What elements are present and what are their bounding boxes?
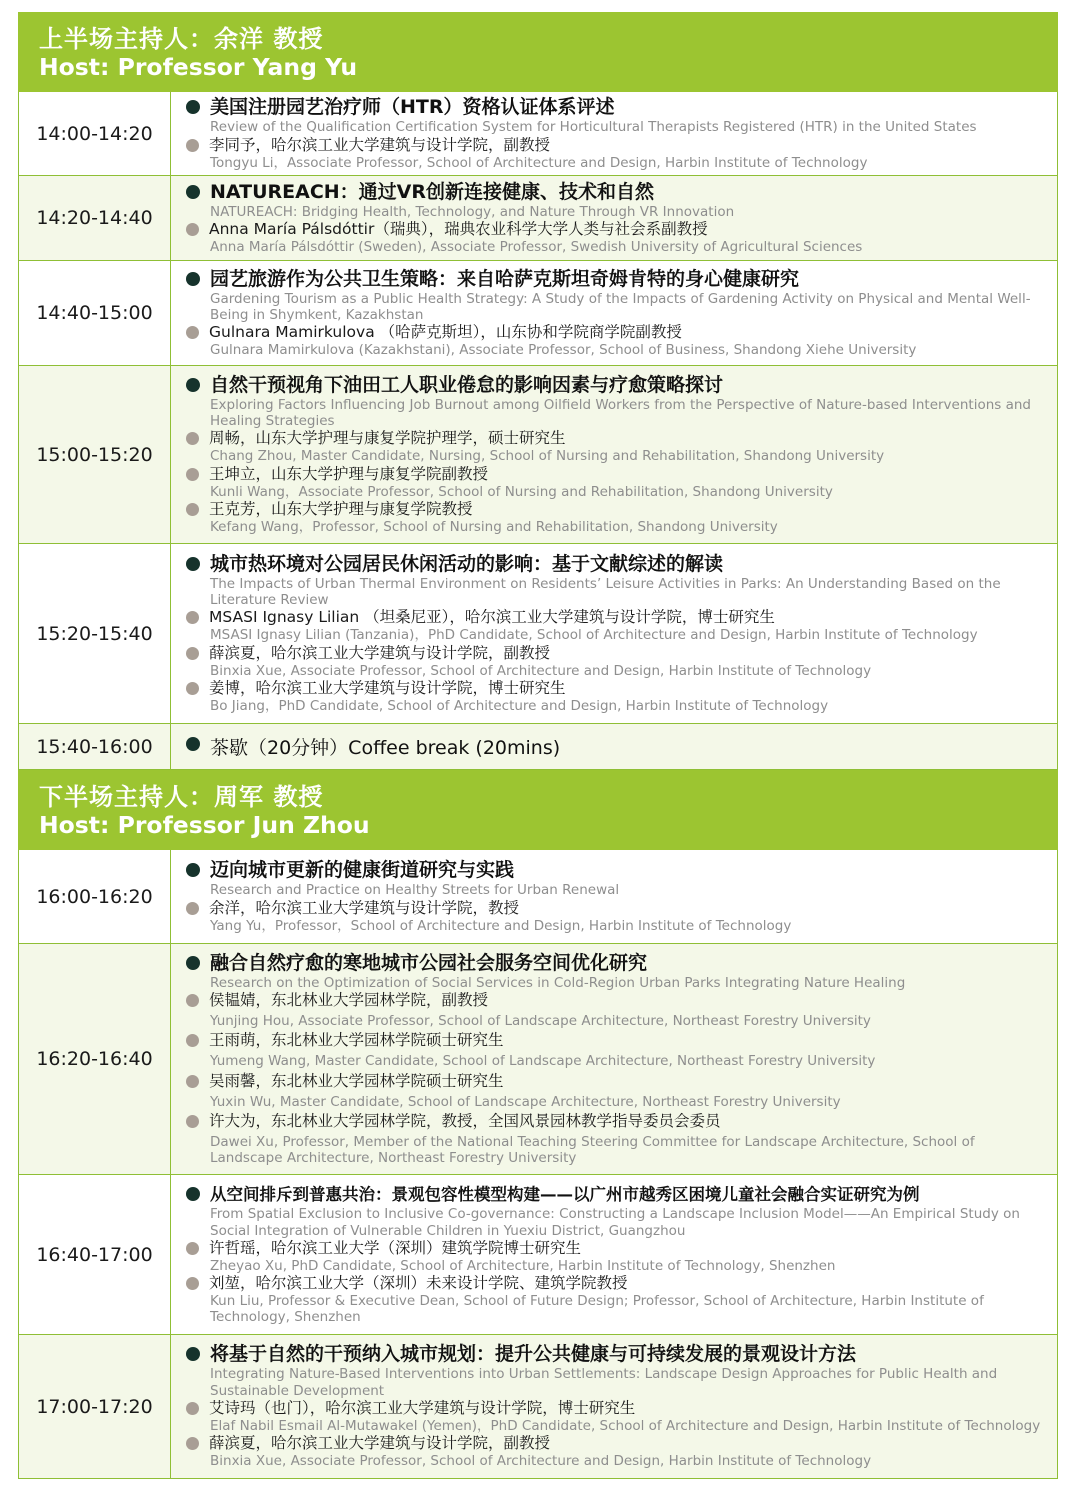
session-row — [18, 1175, 1058, 1335]
speaker-bullet-icon — [186, 139, 199, 152]
speaker-en: Yumeng Wang, Master Candidate, School of Landscape Architecture, Northeast Forestry University — [210, 1053, 876, 1070]
bullet-icon — [186, 378, 200, 392]
session-row — [18, 944, 1058, 1175]
speaker-en: Dawei Xu, Professor, Member of the National Teaching Steering Committee for Landscape Architecture, School of Landscape Architecture, Northeast Forestry University — [210, 1133, 975, 1167]
session-title-en: NATUREACH: Bridging Health, Technology, and Nature Through VR Innovation — [210, 203, 735, 220]
session-content — [171, 261, 1057, 365]
session-title-en: Review of the Qualification Certification System for Horticultural Therapists Registered (HTR) in the United States — [210, 119, 977, 136]
session-content — [171, 850, 1057, 943]
speaker-en: Elaf Nabil Esmail Al-Mutawakel (Yemen)，PhD Candidate, School of Architecture and Design, Harbin Institute of Technology — [210, 1418, 1041, 1434]
bullet-icon — [186, 1187, 200, 1201]
bullet-icon — [186, 737, 200, 751]
session-time: 16:40-17:00 — [19, 1175, 171, 1334]
speaker-en: Zheyao Xu, PhD Candidate, School of Architecture, Harbin Institute of Technology, Shenzhen — [210, 1257, 836, 1274]
speaker-en: Yang Yu，Professor，School of Architecture and Design, Harbin Institute of Technology — [210, 917, 792, 934]
break-time: 15:40-16:00 — [19, 724, 171, 769]
session-time: 14:20-14:40 — [19, 176, 171, 260]
session-title: 园艺旅游作为公共卫生策略：来自哈萨克斯坦奇姆肯特的身心健康研究 — [210, 267, 800, 290]
bullet-icon — [186, 272, 200, 286]
session-title: 自然干预视角下油田工人职业倦怠的影响因素与疗愈策略探讨 — [210, 373, 724, 396]
session-content — [171, 366, 1057, 543]
speaker-zh: 姜博，哈尔滨工业大学建筑与设计学院，博士研究生 — [209, 678, 566, 697]
speaker-bullet-icon — [186, 1034, 199, 1047]
speaker-en: Kunli Wang，Associate Professor, School of Nursing and Rehabilitation, Shandong University — [210, 483, 833, 500]
schedule — [18, 12, 1058, 1479]
session-title-en: The Impacts of Urban Thermal Environment on Residents’ Leisure Activities in Parks: An Understanding Based on the Literature Review — [210, 575, 1001, 609]
speaker-en: Kun Liu, Professor & Executive Dean, School of Future Design; Professor, School of Architecture, Harbin Institute of Technology, Shenzhen — [210, 1293, 984, 1326]
session-time: 14:40-15:00 — [19, 261, 171, 365]
session-title-en: Research on the Optimization of Social Services in Cold-Region Urban Parks Integrating Nature Healing — [210, 974, 906, 991]
session-title-en: Gardening Tourism as a Public Health Strategy: A Study of the Impacts of Gardening Activity on Physical and Mental Well-Being in Shymkent, Kazakhstan — [210, 290, 1031, 323]
bullet-icon — [186, 100, 200, 114]
speaker-bullet-icon — [186, 503, 199, 516]
session-content — [171, 1335, 1057, 1478]
speaker-zh: 余洋，哈尔滨工业大学建筑与设计学院，教授 — [209, 898, 520, 917]
speaker-bullet-icon — [186, 1115, 199, 1128]
bullet-icon — [186, 185, 200, 199]
speaker-zh: 许大为，东北林业大学园林学院，教授，全国风景园林教学指导委员会委员 — [209, 1111, 721, 1130]
speaker-bullet-icon — [186, 1075, 199, 1088]
speaker-bullet-icon — [186, 326, 199, 339]
speaker-bullet-icon — [186, 223, 199, 236]
speaker-zh: 王坤立，山东大学护理与康复学院副教授 — [209, 464, 489, 483]
session-time: 16:20-16:40 — [19, 944, 171, 1174]
host-banner-first-half — [18, 12, 1058, 92]
bullet-icon — [186, 863, 200, 877]
host-title-zh: 下半场主持人：周军 教授 — [39, 783, 324, 811]
session-content — [171, 1175, 1057, 1334]
speaker-zh: 艾诗玛（也门），哈尔滨工业大学建筑与设计学院，博士研究生 — [209, 1399, 636, 1417]
bullet-icon — [186, 956, 200, 970]
session-title: 美国注册园艺治疗师（HTR）资格认证体系评述 — [210, 96, 615, 119]
session-title: 从空间排斥到普惠共治：景观包容性模型构建——以广州市越秀区困境儿童社会融合实证研究为例 — [210, 1185, 920, 1205]
speaker-en: Yunjing Hou, Associate Professor, School of Landscape Architecture, Northeast Forestry University — [210, 1012, 871, 1029]
session-title: 城市热环境对公园居民休闲活动的影响：基于文献综述的解读 — [210, 552, 724, 575]
speaker-zh: 刘堃，哈尔滨工业大学（深圳）未来设计学院、建筑学院教授 — [209, 1274, 628, 1293]
session-row — [18, 92, 1058, 176]
speaker-zh: 侯韫婧，东北林业大学园林学院，副教授 — [209, 990, 489, 1009]
speaker-bullet-icon — [186, 1277, 199, 1290]
speaker-zh: 王克芳，山东大学护理与康复学院教授 — [209, 499, 473, 518]
speaker-en: MSASI Ignasy Lilian (Tanzania)，PhD Candidate, School of Architecture and Design, Harbin Institute of Technology — [210, 627, 978, 644]
session-row — [18, 1335, 1058, 1479]
speaker-bullet-icon — [186, 994, 199, 1007]
session-content — [171, 944, 1057, 1174]
speaker-zh: 薛滨夏，哈尔滨工业大学建筑与设计学院，副教授 — [209, 643, 551, 662]
session-content — [171, 176, 1057, 260]
host-title-zh: 上半场主持人：余洋 教授 — [39, 25, 324, 53]
session-time: 15:00-15:20 — [19, 366, 171, 543]
speaker-bullet-icon — [186, 1437, 199, 1450]
session-row — [18, 176, 1058, 261]
speaker-bullet-icon — [186, 1402, 199, 1415]
session-time: 17:00-17:20 — [19, 1335, 171, 1478]
speaker-en: Kefang Wang，Professor, School of Nursing and Rehabilitation, Shandong University — [210, 518, 778, 535]
speaker-zh: 李同予，哈尔滨工业大学建筑与设计学院，副教授 — [209, 135, 551, 154]
session-time: 16:00-16:20 — [19, 850, 171, 943]
session-content — [171, 92, 1057, 175]
speaker-bullet-icon — [186, 682, 199, 695]
speaker-bullet-icon — [186, 902, 199, 915]
break-row — [18, 724, 1058, 770]
speaker-en: Tongyu Li，Associate Professor, School of Architecture and Design, Harbin Institute of Technology — [210, 154, 868, 171]
speaker-bullet-icon — [186, 611, 199, 624]
session-time: 15:20-15:40 — [19, 544, 171, 723]
session-title-en: From Spatial Exclusion to Inclusive Co-governance: Constructing a Landscape Inclusion Model——An Empirical Study on Social Integration of Vulnerable Children in Yuexiu District, Guangzhou — [210, 1206, 1020, 1239]
speaker-bullet-icon — [186, 432, 199, 445]
session-row — [18, 850, 1058, 944]
session-title: 将基于自然的干预纳入城市规划：提升公共健康与可持续发展的景观设计方法 — [210, 1343, 857, 1366]
speaker-bullet-icon — [186, 647, 199, 660]
session-content — [171, 544, 1057, 723]
host-title-en: Host: Professor Yang Yu — [39, 53, 358, 81]
speaker-en: Binxia Xue, Associate Professor, School of Architecture and Design, Harbin Institute of Technology — [210, 1453, 872, 1470]
speaker-en: Gulnara Mamirkulova (Kazakhstani), Associate Professor, School of Business, Shandong Xiehe University — [210, 342, 917, 359]
session-title-en: Integrating Nature-Based Interventions into Urban Settlements: Landscape Design Approaches for Public Health and Sustainable Development — [210, 1366, 998, 1399]
break-text: 茶歇（20分钟）Coffee break (20mins) — [210, 737, 561, 759]
speaker-bullet-icon — [186, 468, 199, 481]
speaker-zh: MSASI Ignasy Lilian （坦桑尼亚），哈尔滨工业大学建筑与设计学院，博士研究生 — [209, 608, 775, 627]
host-title-en: Host: Professor Jun Zhou — [39, 811, 370, 839]
bullet-icon — [186, 557, 200, 571]
session-title-en: Research and Practice on Healthy Streets for Urban Renewal — [210, 882, 620, 899]
speaker-zh: 吴雨馨，东北林业大学园林学院硕士研究生 — [209, 1071, 504, 1090]
session-title-en: Exploring Factors Influencing Job Burnout among Oilfield Workers from the Perspective of Nature-based Interventions and Healing Strategies — [210, 396, 1031, 430]
session-row — [18, 366, 1058, 544]
speaker-en: Anna María Pálsdóttir (Sweden), Associate Professor, Swedish University of Agricultural Sciences — [210, 239, 863, 255]
speaker-zh: Anna María Pálsdóttir（瑞典），瑞典农业科学大学人类与社会系副教授 — [209, 220, 708, 238]
speaker-en: Binxia Xue, Associate Professor, School of Architecture and Design, Harbin Institute of Technology — [210, 662, 872, 679]
break-content — [171, 724, 1057, 769]
session-title: NATUREACH：通过VR创新连接健康、技术和自然 — [210, 180, 655, 203]
speaker-zh: Gulnara Mamirkulova （哈萨克斯坦），山东协和学院商学院副教授 — [209, 323, 682, 342]
speaker-bullet-icon — [186, 1242, 199, 1255]
speaker-zh: 王雨萌，东北林业大学园林学院硕士研究生 — [209, 1031, 504, 1050]
speaker-zh: 周畅，山东大学护理与康复学院护理学，硕士研究生 — [209, 429, 566, 448]
session-row — [18, 544, 1058, 724]
session-time: 14:00-14:20 — [19, 92, 171, 175]
session-row — [18, 261, 1058, 366]
speaker-en: Bo Jiang，PhD Candidate, School of Architecture and Design, Harbin Institute of Technology — [210, 697, 829, 714]
speaker-en: Yuxin Wu, Master Candidate, School of Landscape Architecture, Northeast Forestry University — [210, 1093, 841, 1110]
host-banner-second-half — [18, 770, 1058, 850]
session-title: 迈向城市更新的健康街道研究与实践 — [210, 859, 515, 882]
speaker-en: Chang Zhou, Master Candidate, Nursing, School of Nursing and Rehabilitation, Shandong University — [210, 448, 885, 465]
bullet-icon — [186, 1347, 200, 1361]
speaker-zh: 许哲瑶，哈尔滨工业大学（深圳）建筑学院博士研究生 — [209, 1238, 582, 1257]
session-title: 融合自然疗愈的寒地城市公园社会服务空间优化研究 — [210, 951, 648, 974]
speaker-zh: 薛滨夏，哈尔滨工业大学建筑与设计学院，副教授 — [209, 1434, 551, 1453]
